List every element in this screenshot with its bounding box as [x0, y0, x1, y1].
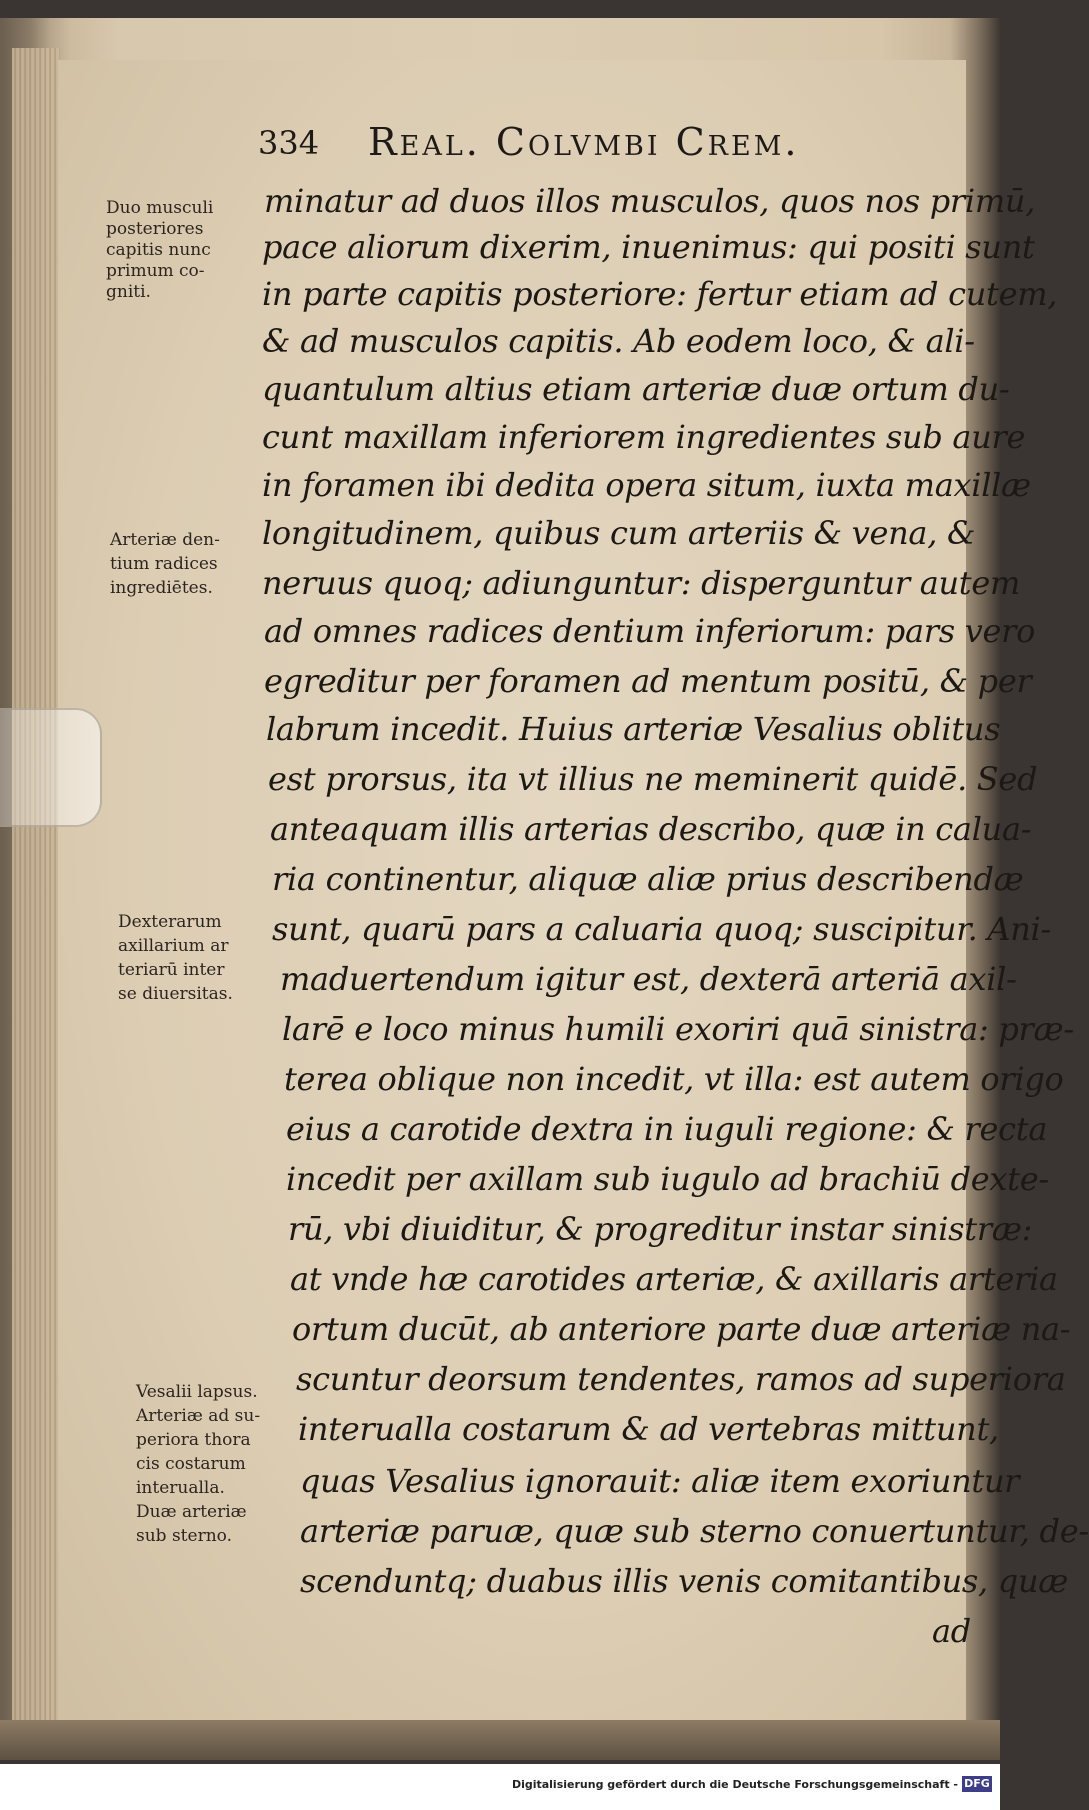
running-head: Real. Colvmbi Crem. [368, 120, 800, 164]
text-line: in foramen ibi dedita opera situm, iuxta maxillæ [262, 466, 1031, 504]
text-line: ad omnes radices dentium inferiorum: pars vero [264, 612, 1036, 650]
page-header [258, 120, 958, 170]
book-cover-edge [0, 1720, 1000, 1760]
margin-note-line: axillarium ar [118, 936, 229, 956]
digitization-footer [0, 1764, 1000, 1810]
margin-note-line: cis costarum [136, 1454, 246, 1474]
margin-note-line: se diuersitas. [118, 984, 233, 1004]
text-line: est prorsus, ita vt illius ne meminerit quidē. Sed [268, 760, 1038, 798]
text-line: neruus quoq; adiunguntur: disperguntur autem [262, 564, 1021, 602]
margin-note-line: primum co- [106, 261, 205, 281]
text-line: ria continentur, aliquæ aliæ prius describendæ [272, 860, 1024, 898]
text-line: egreditur per foramen ad mentum positū, & per [264, 662, 1032, 700]
page-number: 334 [258, 124, 320, 162]
margin-note-line: posteriores [106, 219, 204, 239]
text-line: quas Vesalius ignorauit: aliæ item exoriuntur [300, 1462, 1020, 1500]
margin-note-line: Duo musculi [106, 198, 214, 218]
margin-note-line: Arteriæ den- [110, 530, 220, 550]
text-line: ortum ducūt, ab anteriore parte duæ arteriæ na- [292, 1310, 1071, 1348]
margin-note-line: Arteriæ ad su- [136, 1406, 261, 1426]
catchword: ad [932, 1612, 971, 1650]
margin-note-line: Vesalii lapsus. [136, 1382, 258, 1402]
text-line: cunt maxillam inferiorem ingredientes sub aure [262, 418, 1026, 456]
text-line: quantulum altius etiam arteriæ duæ ortum du- [262, 370, 1010, 408]
text-line: minatur ad duos illos musculos, quos nos primū, [264, 182, 1036, 220]
text-line: at vnde hæ carotides arteriæ, & axillaris arteria [290, 1260, 1058, 1298]
text-line: sunt, quarū pars a caluaria quoq; suscipitur. Ani- [272, 910, 1051, 948]
margin-note-line: gniti. [106, 282, 151, 302]
text-line: in parte capitis posteriore: fertur etiam ad cutem, [262, 275, 1058, 313]
text-line: maduertendum igitur est, dexterā arteriā axil- [280, 960, 1017, 998]
dfg-logo-icon: DFG [962, 1776, 992, 1792]
margin-note-line: ingrediētes. [110, 578, 213, 598]
text-line: incedit per axillam sub iugulo ad brachiū dexte- [286, 1160, 1049, 1198]
margin-note-line: interualla. [136, 1478, 225, 1498]
text-line: labrum incedit. Huius arteriæ Vesalius oblitus [266, 710, 1001, 748]
text-line: scenduntq; duabus illis venis comitantibus, quæ [300, 1562, 1069, 1600]
text-line: anteaquam illis arterias describo, quæ in calua- [270, 810, 1032, 848]
text-line: larē e loco minus humili exoriri quā sinistra: præ- [282, 1010, 1074, 1048]
margin-note-line: tium radices [110, 554, 218, 574]
funding-credit: Digitalisierung gefördert durch die Deutsche Forschungsgemeinschaft - [511, 1778, 958, 1791]
page-edges [12, 48, 60, 1748]
page-clip-tab [0, 708, 102, 827]
margin-note-line: teriarū inter [118, 960, 225, 980]
text-line: scuntur deorsum tendentes, ramos ad superiora [296, 1360, 1066, 1398]
text-line: & ad musculos capitis. Ab eodem loco, & ali- [262, 322, 975, 360]
margin-note-line: Duæ arteriæ [136, 1502, 247, 1522]
text-line: rū, vbi diuiditur, & progreditur instar sinistræ: [288, 1210, 1033, 1248]
margin-note-line: Dexterarum [118, 912, 222, 932]
margin-note-line: capitis nunc [106, 240, 211, 260]
margin-note-line: periora thora [136, 1430, 251, 1450]
text-line: eius a carotide dextra in iuguli regione: & recta [286, 1110, 1048, 1148]
text-line: arteriæ paruæ, quæ sub sterno conuertuntur, de- [300, 1512, 1089, 1550]
text-line: interualla costarum & ad vertebras mittunt, [298, 1410, 999, 1448]
text-line: longitudinem, quibus cum arteriis & vena, & [262, 514, 976, 552]
text-line: pace aliorum dixerim, inuenimus: qui positi sunt [262, 228, 1035, 266]
text-line: terea oblique non incedit, vt illa: est autem origo [284, 1060, 1064, 1098]
margin-note-line: sub sterno. [136, 1526, 232, 1546]
